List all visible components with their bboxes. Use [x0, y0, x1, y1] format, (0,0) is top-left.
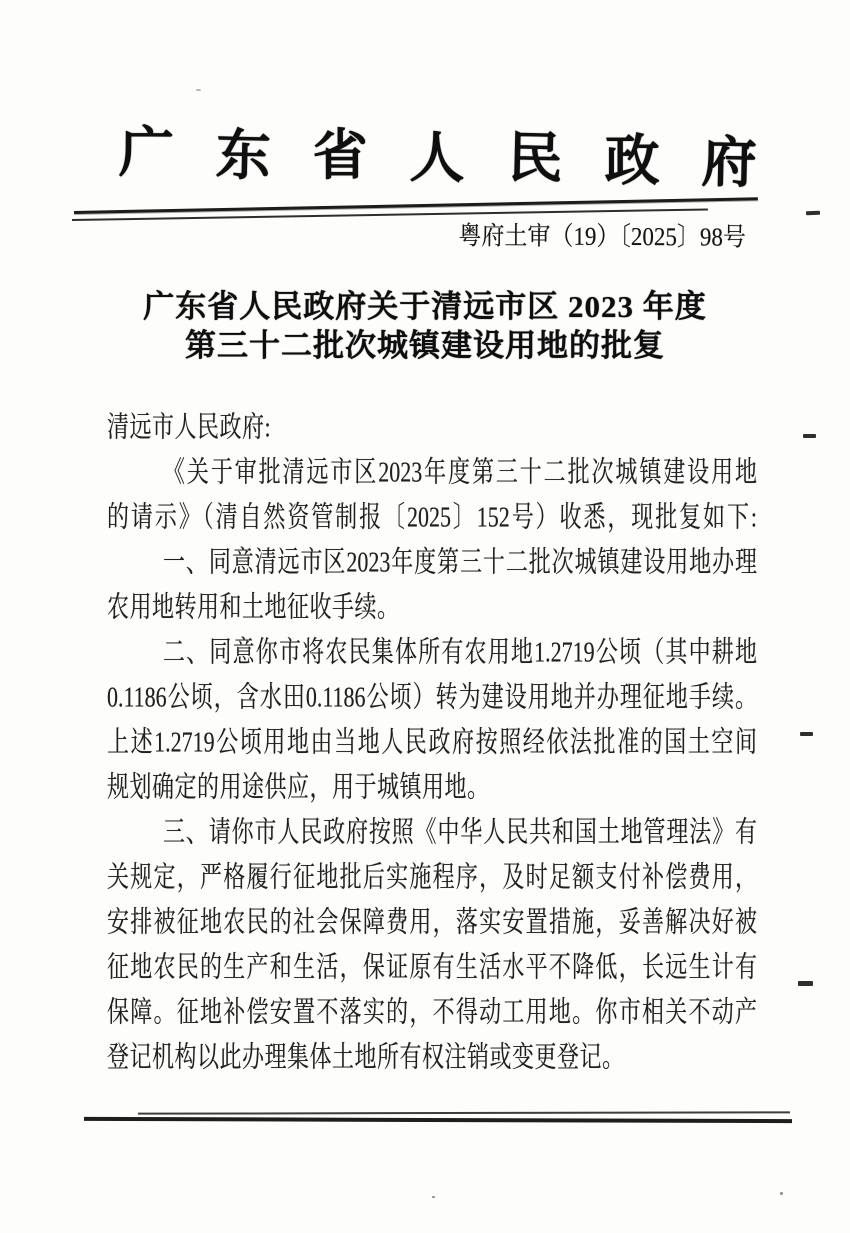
body-line: 保障。征地补偿安置不落实的，不得动工用地。你市相关不动产 — [107, 995, 757, 1028]
body-line: 《关于审批清远市区2023年度第三十二批次城镇建设用地 — [163, 455, 757, 488]
document-number: 粤府土审（19）〔2025〕98号 — [458, 221, 746, 252]
body-line: 征地农民的生产和生活，保证原有生活水平不降低，长远生计有 — [107, 950, 757, 983]
document-title — [0, 287, 850, 365]
body-line: 三、请你市人民政府按照《中华人民共和国土地管理法》有 — [163, 815, 757, 848]
letterhead-char: 广 — [118, 122, 175, 184]
body-line: 一、同意清远市区2023年度第三十二批次城镇建设用地办理 — [163, 545, 757, 578]
scan-speck — [432, 1196, 435, 1198]
scan-edge-dash — [806, 211, 820, 215]
body-line: 的请示》（清自然资管制报〔2025〕152号）收悉，现批复如下: — [107, 500, 757, 533]
body-line: 农用地转用和土地征收手续。 — [107, 590, 400, 623]
footer-rule-thin — [138, 1111, 790, 1114]
letterhead-title — [118, 123, 757, 193]
letterhead-char: 民 — [506, 126, 564, 190]
letterhead-char: 府 — [700, 131, 758, 194]
document-title-line1: 广东省人民政府关于清远市区 2023 年度 — [143, 289, 707, 324]
body-line: 二、同意你市将农民集体所有农用地1.2719公顷（其中耕地 — [163, 635, 757, 668]
scan-edge-dash — [800, 732, 813, 736]
header-rule-main — [74, 197, 758, 214]
body-line: 0.1186公顷，含水田0.1186公顷）转为建设用地并办理征地手续。 — [107, 680, 757, 713]
footer-rule-thick — [84, 1117, 792, 1123]
body-line: 关规定，严格履行征地批后实施程序，及时足额支付补偿费用， — [107, 860, 757, 893]
letterhead-char: 省 — [312, 124, 369, 186]
scan-speck — [780, 1192, 783, 1195]
letterhead-char: 政 — [604, 130, 660, 192]
body-line: 登记机构以此办理集体土地所有权注销或变更登记。 — [107, 1040, 625, 1073]
letterhead-char: 人 — [409, 127, 466, 190]
letterhead-char: 东 — [215, 124, 272, 187]
scan-edge-dash — [803, 434, 816, 438]
document-title-line2: 第三十二批次城镇建设用地的批复 — [185, 328, 665, 363]
body-line-salutation: 清远市人民政府: — [107, 410, 272, 443]
body-line: 规划确定的用途供应，用于城镇用地。 — [107, 770, 490, 803]
scan-speck — [196, 89, 201, 91]
body-line: 上述1.2719公顷用地由当地人民政府按照经依法批准的国土空间 — [107, 725, 757, 758]
body-line: 安排被征地农民的社会保障费用，落实安置措施，妥善解决好被 — [107, 905, 757, 938]
document-body — [107, 404, 757, 1079]
scan-edge-dash — [798, 981, 813, 986]
